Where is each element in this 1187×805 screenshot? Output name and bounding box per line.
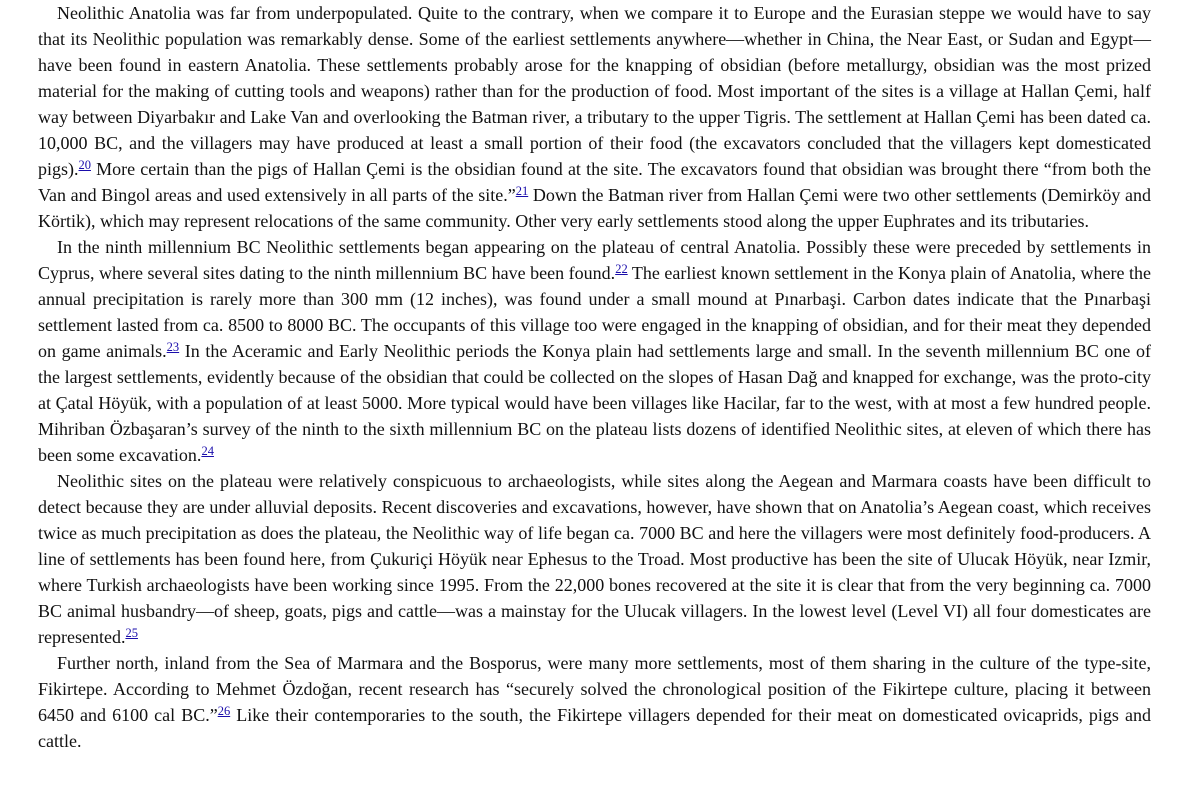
paragraph-text: Neolithic Anatolia was far from underpopulated. Quite to the contrary, when we compare it to Europe and the Eurasian steppe we would have to say that its Neolithic population was remarkably dense. Some of the earliest settlements anywhere—whether in China, the Near East, or Sudan and Egypt—have been found in eastern Anatolia. These settlements probably arose for the knapping of obsidian (before metallurgy, obsidian was the most prized material for the making of cutting tools and weapons) rather than for the production of food. Most important of the sites is a village at Hallan Çemi, half way between Diyarbakır and Lake Van and overlooking the Batman river, a tributary to the upper Tigris. The settlement at Hallan Çemi has been dated ca. 10,000 BC, and the villagers may have produced at least a small portion of their food (the excavators concluded that the villagers kept domesticated pigs). [38,3,1151,179]
paragraph-4 [38,650,1151,754]
footnote-link-24[interactable]: 24 [201,444,214,458]
footnote-link-26[interactable]: 26 [217,704,231,718]
paragraph-3 [38,468,1151,650]
paragraph-text: In the Aceramic and Early Neolithic periods the Konya plain had settlements large and small. In the seventh millennium BC one of the largest settlements, evidently because of the obsidian that could be collected on the slopes of Hasan Dağ and knapped for exchange, was the proto-city at Çatal Höyük, with a population of at least 5000. More typical would have been villages like Hacilar, far to the west, with at most a few hundred people. Mihriban Özbaşaran’s survey of the ninth to the sixth millennium BC on the plateau lists dozens of identified Neolithic sites, at eleven of which there has been some excavation. [38,341,1152,465]
footnote-link-21[interactable]: 21 [515,184,529,198]
paragraph-text: The earliest known settlement in the Konya plain of Anatolia, where the annual precipitation is rarely more than 300 mm (12 inches), was found under a small mound at Pınarbaşi. Carbon dates indicate that the Pınarbaşi settlement lasted from ca. 8500 to 8000 BC. The occupants of this village too were engaged in the knapping of obsidian, and for their meat they depended on game animals. [38,263,1151,361]
paragraph-text: Down the Batman river from Hallan Çemi were two other settlements (Demirköy and Körtik), which may represent relocations of the same community. Other very early settlements stood along the upper Euphrates and its tributaries. [38,185,1151,231]
paragraph-text: Neolithic sites on the plateau were relatively conspicuous to archaeologists, while sites along the Aegean and Marmara coasts have been difficult to detect because they are under alluvial deposits. Recent discoveries and excavations, however, have shown that on Anatolia’s Aegean coast, which receives twice as much precipitation as does the plateau, the Neolithic way of life began ca. 7000 BC and here the villagers were most definitely food-producers. A line of settlements has been found here, from Çukuriçi Höyük near Ephesus to the Troad. Most productive has been the site of Ulucak Höyük, near Izmir, where Turkish archaeologists have been working since 1995. From the 22,000 bones recovered at the site it is clear that from the very beginning ca. 7000 BC animal husbandry—of sheep, goats, pigs and cattle—was a mainstay for the Ulucak villagers. In the lowest level (Level VI) all four domesticates are represented. [38,471,1151,647]
paragraph-text: In the ninth millennium BC Neolithic settlements began appearing on the plateau of central Anatolia. Possibly these were preceded by settlements in Cyprus, where several sites dating to the ninth millennium BC have been found. [38,237,1151,283]
paragraph-text: Further north, inland from the Sea of Marmara and the Bosporus, were many more settlements, most of them sharing in the culture of the type-site, Fikirtepe. According to Mehmet Özdoğan, recent research has “securely solved the chronological position of the Fikirtepe culture, placing it between 6450 and 6100 cal BC.” [38,653,1151,725]
document-body [38,0,1151,754]
footnote-link-25[interactable]: 25 [125,626,138,640]
paragraph-2 [38,234,1151,468]
paragraph-text: More certain than the pigs of Hallan Çemi is the obsidian found at the site. The excavators found that obsidian was brought there “from both the Van and Bingol areas and used extensively in all parts of the site.” [38,159,1151,205]
paragraph-text: Like their contemporaries to the south, the Fikirtepe villagers depended for their meat on domesticated ovicaprids, pigs and cattle. [38,705,1151,751]
paragraph-1 [38,0,1151,234]
footnote-link-22[interactable]: 22 [615,262,628,276]
footnote-link-23[interactable]: 23 [166,340,180,354]
footnote-link-20[interactable]: 20 [78,158,91,172]
